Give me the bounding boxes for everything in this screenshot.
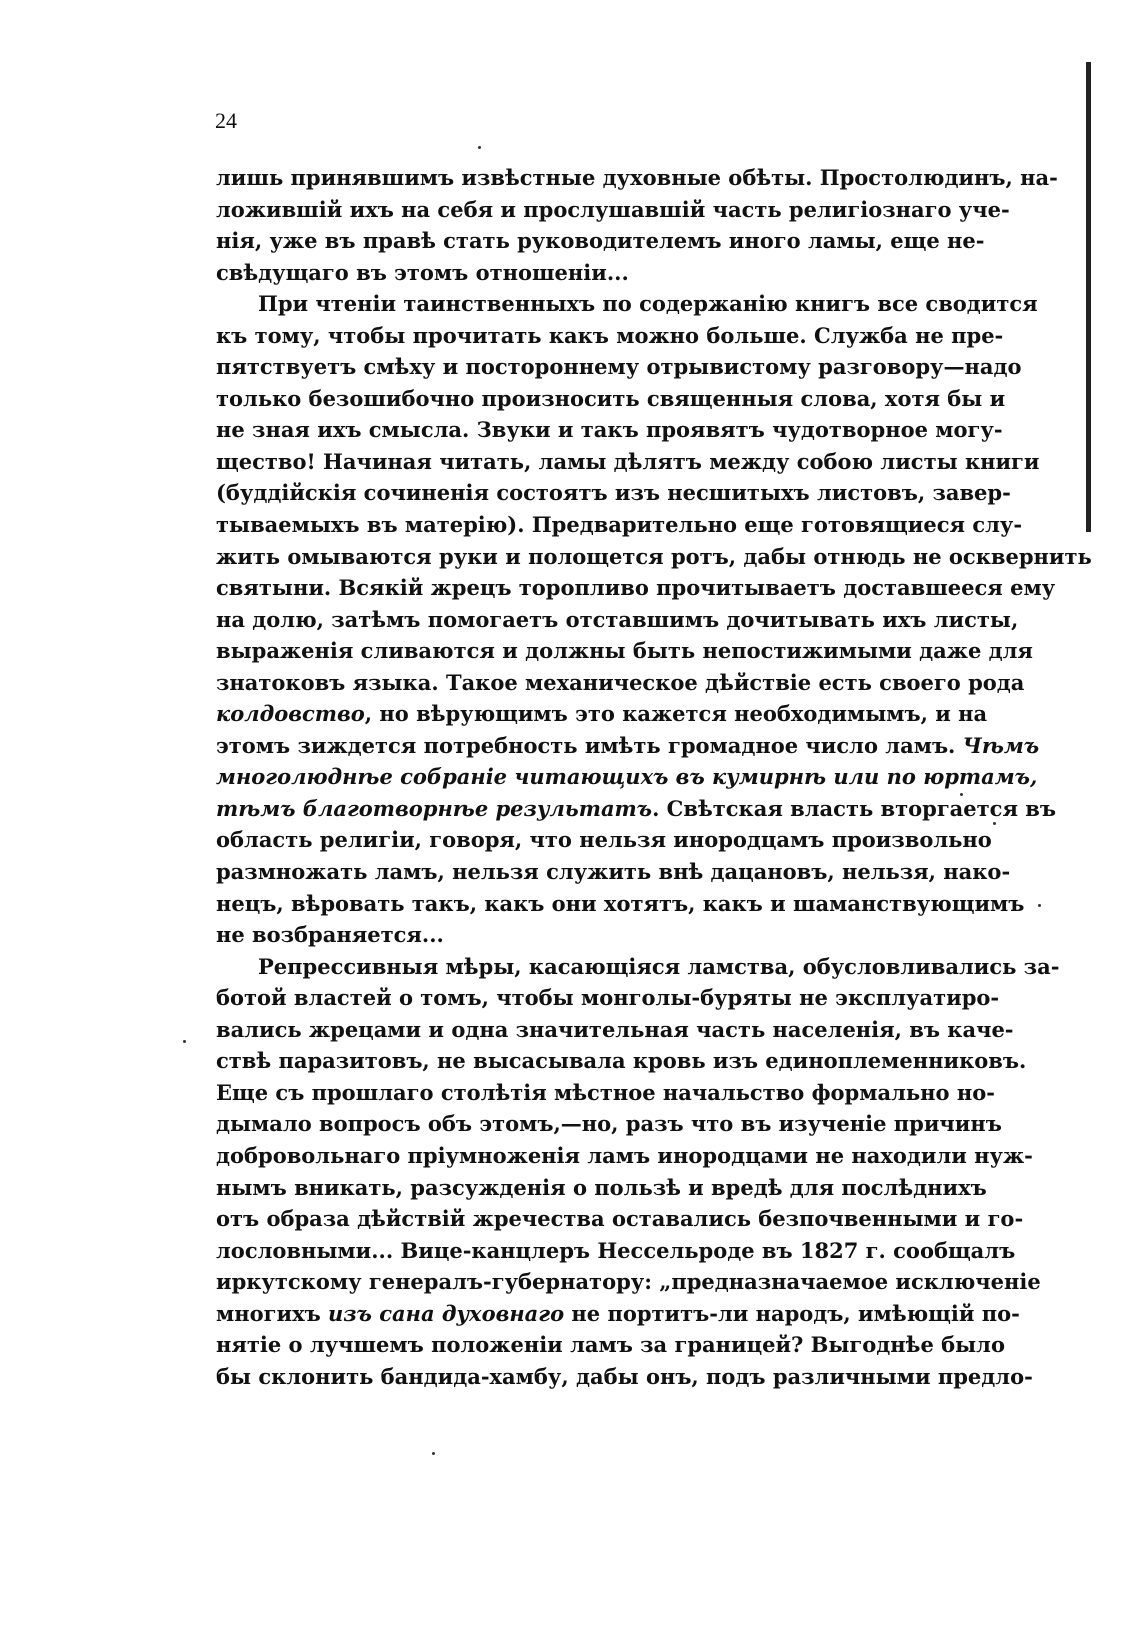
page-number: 24	[215, 108, 237, 133]
line-text: къ тому, чтобы прочитать какъ можно больше. Служба не пре-	[216, 322, 1004, 348]
text-line	[216, 1203, 1024, 1235]
line-text: щество! Начиная читать, ламы дѣлятъ между собою листы книги	[216, 448, 1040, 474]
speck	[432, 1452, 435, 1455]
text-line	[216, 162, 1058, 194]
text-line	[216, 414, 1003, 446]
text-line	[216, 288, 1038, 320]
text-line	[216, 951, 1060, 983]
line-text: вались жрецами и одна значительная часть населенія, въ каче-	[216, 1016, 1014, 1042]
speck	[478, 146, 481, 149]
line-text: Репрессивныя мѣры, касающіяся ламства, обусловливались за-	[258, 953, 1060, 979]
line-text: на долю, затѣмъ помогаетъ отставшимъ дочитывать ихъ листы,	[216, 606, 1019, 632]
line-text: знатоковъ языка. Такое механическое дѣйствіе есть своего рода	[216, 669, 1025, 695]
line-text: (буддійскія сочиненія состоятъ изъ несшитыхъ листовъ, завер-	[216, 480, 1011, 506]
line-text: святыни. Всякій жрецъ торопливо прочитываетъ доставшееся ему	[216, 575, 1056, 601]
text-line	[216, 919, 950, 951]
line-text: свѣдущаго въ этомъ отношеніи...	[216, 259, 629, 285]
line-text: размножать ламъ, нельзя служить внѣ дацановъ, нельзя, нако-	[216, 859, 1011, 885]
line-text: нятіе о лучшемъ положеніи ламъ за границей? Выгоднѣе было	[216, 1332, 1005, 1358]
line-text: отъ образа дѣйствій жречества оставались безпочвенными и го-	[216, 1206, 1024, 1232]
text-line	[216, 635, 1033, 667]
text-line	[216, 1172, 987, 1204]
line-text: бы склонить бандида-хамбу, дабы онъ, подъ различными предло-	[216, 1363, 1033, 1389]
italic-text: колдовство	[216, 701, 365, 727]
line-text: нымъ вникать, разсужденія о пользѣ и вредѣ для послѣднихъ	[216, 1174, 987, 1200]
text-line	[216, 824, 992, 856]
text-line	[216, 446, 1040, 478]
italic-text: изъ сана духовнаго	[328, 1300, 565, 1326]
text-line	[216, 383, 1006, 415]
line-text: не возбраняется...	[216, 922, 444, 948]
text-line	[216, 793, 1056, 825]
line-text: , но вѣрующимъ это кажется необходимымъ, и на	[364, 701, 988, 727]
text-line	[216, 698, 988, 730]
text-line	[216, 888, 1025, 920]
text-line	[216, 351, 1022, 383]
line-text: область религіи, говоря, что нельзя инородцамъ произвольно	[216, 827, 992, 853]
text-line	[216, 225, 985, 257]
text-line	[216, 982, 1000, 1014]
line-text: тываемыхъ въ матерію). Предварительно еще готовящиеся слу-	[216, 512, 1023, 538]
text-line	[216, 730, 1040, 762]
line-text: нецъ, вѣровать такъ, какъ они хотятъ, какъ и шаманствующимъ	[216, 890, 1025, 916]
line-text: нія, уже въ правѣ стать руководителемъ иного ламы, еще не-	[216, 228, 985, 254]
text-line	[216, 1235, 1016, 1267]
text-line	[216, 509, 1023, 541]
italic-text: тѣмъ благотворнѣе результатъ	[216, 795, 653, 821]
text-line	[216, 320, 1004, 352]
text-line	[216, 572, 1056, 604]
line-text: только безошибочно произносить священныя слова, хотя бы и	[216, 385, 1006, 411]
text-line	[216, 1266, 1041, 1298]
line-text: многихъ	[216, 1300, 329, 1326]
text-line	[216, 1045, 1027, 1077]
body-text	[216, 162, 1092, 1392]
text-line	[216, 194, 1010, 226]
line-text: дымало вопросъ объ этомъ,—но, разъ что въ изученіе причинъ	[216, 1111, 1002, 1137]
line-text: пятствуетъ смѣху и постороннему отрывистому разговору—надо	[216, 354, 1022, 380]
text-line	[216, 1140, 1033, 1172]
line-text: ложившій ихъ на себя и прослушавшій часть религіознаго уче-	[216, 196, 1010, 222]
speck	[1038, 904, 1041, 907]
italic-text: Чѣмъ	[962, 732, 1040, 758]
line-text: . Свѣтская власть вторгается въ	[652, 795, 1056, 821]
text-line	[216, 541, 1092, 573]
line-text: не зная ихъ смысла. Звуки и такъ проявятъ чудотворное могу-	[216, 417, 1003, 443]
line-text: лословными... Вице-канцлеръ Нессельроде въ 1827 г. сообщалъ	[216, 1237, 1016, 1263]
text-line	[216, 1014, 1014, 1046]
line-text: не портитъ-ли народъ, имѣющій по-	[564, 1300, 1020, 1326]
margin-rule	[1086, 62, 1091, 532]
line-text: жить омываются руки и полощется ротъ, дабы отнюдь не осквернить	[216, 543, 1092, 569]
line-text: выраженія сливаются и должны быть непостижимыми даже для	[216, 638, 1033, 664]
text-line	[216, 1298, 1020, 1330]
text-line	[216, 667, 1025, 699]
text-line	[216, 604, 1019, 636]
line-text: ботой властей о томъ, чтобы монголы-буряты не эксплуатиро-	[216, 985, 1000, 1011]
line-text: При чтеніи таинственныхъ по содержанію книгъ все сводится	[258, 291, 1038, 317]
text-line	[216, 477, 1011, 509]
line-text: этомъ зиждется потребность имѣть громадное число ламъ.	[216, 732, 956, 758]
speck	[183, 1040, 186, 1043]
text-line	[216, 1361, 1033, 1393]
speck	[993, 822, 996, 825]
line-text: ствѣ паразитовъ, не высасывала кровь изъ единоплеменниковъ.	[216, 1048, 1027, 1074]
line-text: добровольнаго пріумноженія ламъ инородцами не находили нуж-	[216, 1142, 1033, 1168]
text-line	[216, 257, 950, 289]
text-line	[216, 1108, 1002, 1140]
line-text: многолюднѣе собраніе читающихъ въ кумирнѣ или по юртамъ,	[216, 764, 1038, 790]
text-line	[216, 1077, 995, 1109]
line-text: Еще съ прошлаго столѣтія мѣстное начальство формально но-	[216, 1079, 995, 1105]
line-text: иркутскому генералъ-губернатору: „предназначаемое исключеніе	[216, 1269, 1041, 1295]
text-line	[216, 856, 1011, 888]
text-line	[216, 761, 1038, 793]
text-line	[216, 1329, 1005, 1361]
line-text: лишь принявшимъ извѣстные духовные обѣты. Простолюдинъ, на-	[216, 165, 1058, 190]
